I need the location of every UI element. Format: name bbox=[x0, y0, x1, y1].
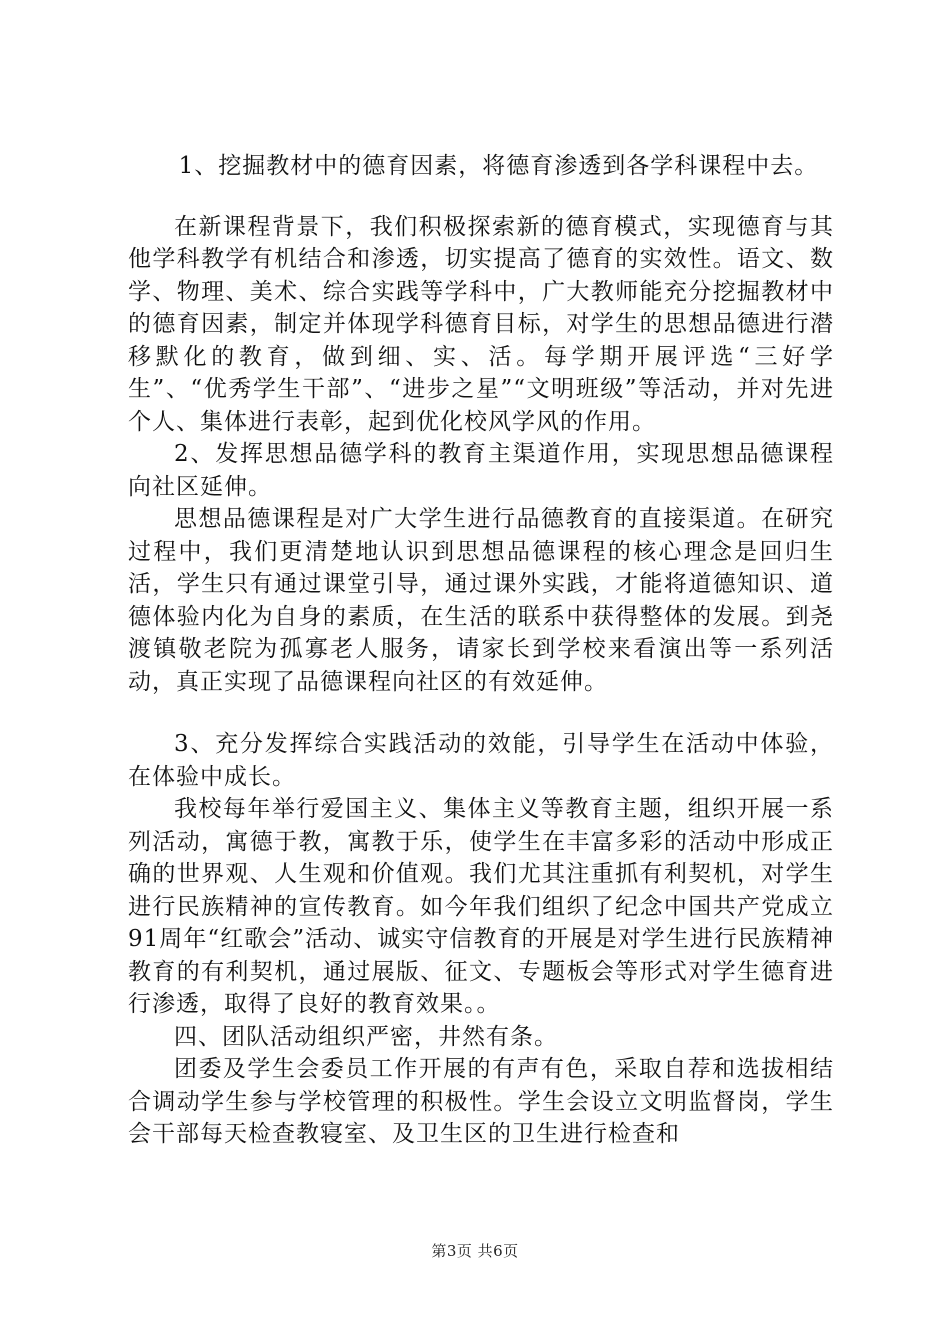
section-heading-1: 1、挖掘教材中的德育因素，将德育渗透到各学科课程中去。 bbox=[178, 153, 819, 179]
section-heading-3: 3、充分发挥综合实践活动的效能，引导学生在活动中体验，在体验中成长。 bbox=[128, 731, 834, 790]
paragraph-practice-activities: 我校每年举行爱国主义、集体主义等教育主题，组织开展一系列活动，寓德于教，寓教于乐，使学生在丰富多彩的活动中形成正确的世界观、人生观和价值观。我们尤其注重抓有利契机，对学生进行民族精神的宣传教育。如今年我们组织了纪念中国共产党成立91周年“红歌会”活动、诚实守信教育的开展是对学生进行民族精神教育的有利契机，通过展版、征文、专题板会等形式对学生德育进行渗透，取得了良好的教育效果。。 bbox=[128, 796, 834, 1017]
paragraph-student-union: 团委及学生会委员工作开展的有声有色，采取自荐和选拔相结合调动学生参与学校管理的积极性。学生会设立文明监督岗，学生会干部每天检查教寝室、及卫生区的卫生进行检查和 bbox=[128, 1056, 834, 1147]
section-heading-2: 2、发挥思想品德学科的教育主渠道作用，实现思想品德课程向社区延伸。 bbox=[128, 441, 834, 500]
paragraph-ideology-course: 思想品德课程是对广大学生进行品德教育的直接渠道。在研究过程中，我们更清楚地认识到思想品德课程的核心理念是回归生活，学生只有通过课堂引导，通过课外实践，才能将道德知识、道德体验内化为自身的素质，在生活的联系中获得整体的发展。到尧渡镇敬老院为孤寡老人服务，请家长到学校来看演出等一系列活动，真正实现了品德课程向社区的有效延伸。 bbox=[128, 506, 834, 695]
document-body bbox=[128, 150, 834, 1151]
page-number-footer: 第3页 共6页 bbox=[431, 1242, 519, 1260]
section-heading-4: 四、团队活动组织严密，井然有条。 bbox=[174, 1023, 558, 1050]
paragraph-moral-education-subjects: 在新课程背景下，我们积极探索新的德育模式，实现德育与其他学科教学有机结合和渗透，切实提高了德育的实效性。语文、数学、物理、美术、综合实践等学科中，广大教师能充分挖掘教材中的德育因素，制定并体现学科德育目标，对学生的思想品德进行潜移默化的教育，做到细、实、活。每学期开展评选“三好学生”、“优秀学生干部”、“进步之星”“文明班级”等活动，并对先进个人、集体进行表彰，起到优化校风学风的作用。 bbox=[128, 213, 834, 435]
